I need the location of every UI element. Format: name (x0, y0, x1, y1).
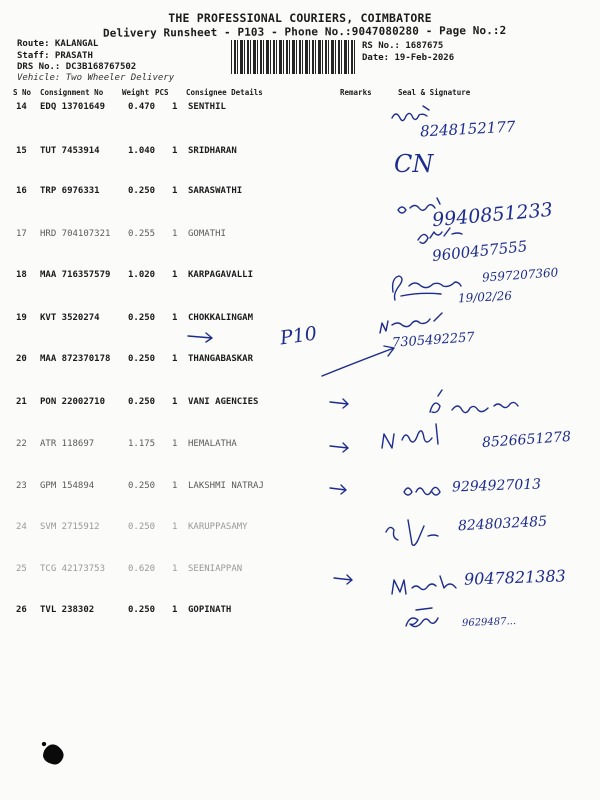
row-sno: 17 (16, 229, 27, 239)
handwritten-date-18: 19/02/26 (457, 288, 513, 306)
row-weight: 0.250 (128, 313, 156, 323)
arrow-23 (330, 485, 346, 494)
row-consignment: MAA 716357579 (40, 270, 111, 280)
row-consignment: TCG 42173753 (40, 564, 106, 574)
row-consignment: ATR 118697 (40, 439, 95, 449)
row-consignee: SEENIAPPAN (188, 564, 243, 574)
row-weight: 0.250 (128, 481, 156, 491)
handwritten-phone-26: 9629487... (461, 616, 517, 629)
arrow-20 (322, 346, 394, 376)
handwritten-note-19: P10 (278, 322, 319, 350)
row-weight: 1.175 (128, 439, 156, 449)
handwritten-phone-18: 9597207360 (481, 265, 559, 285)
row-weight: 0.250 (128, 186, 156, 196)
handwritten-phone-17: 9600457555 (431, 237, 529, 265)
row-consignee: THANGABASKAR (188, 354, 254, 364)
row-pcs: 1 (172, 564, 178, 574)
col-seal-signature: Seal & Signature (398, 88, 471, 97)
row-sno: 16 (16, 186, 27, 196)
signature-18 (393, 276, 461, 300)
row-pcs: 1 (172, 481, 178, 491)
row-consignee: CHOKKALINGAM (188, 313, 254, 323)
row-weight: 1.020 (128, 270, 156, 280)
handwritten-phone-16: 9940851233 (431, 198, 554, 232)
row-consignee: GOPINATH (188, 605, 232, 615)
row-consignment: KVT 3520274 (40, 313, 100, 323)
row-sno: 14 (16, 102, 27, 112)
row-weight: 0.250 (128, 397, 156, 407)
vehicle-label: Vehicle: Two Wheeler Delivery (17, 73, 175, 83)
document-subtitle: Delivery Runsheet - P103 - Phone No.:9047080280 - Page No.:2 (102, 23, 507, 40)
row-consignee: SARASWATHI (188, 186, 243, 196)
handwritten-phone-24: 8248032485 (457, 513, 548, 535)
row-sno: 20 (16, 354, 27, 364)
signature-24 (386, 520, 438, 545)
row-sno: 26 (16, 605, 27, 615)
handwritten-phone-20: 7305492257 (391, 330, 476, 351)
row-pcs: 1 (172, 522, 178, 532)
row-consignment: GPM 154894 (40, 481, 95, 491)
row-consignment: HRD 704107321 (40, 229, 111, 239)
staff-label: Staff: PRASATH (17, 51, 93, 61)
row-consignee: KARUPPASAMY (188, 522, 248, 532)
arrow-21 (330, 399, 348, 408)
route-label: Route: KALANGAL (17, 39, 99, 49)
handwritten-initials-15: CN (394, 150, 434, 178)
row-consignment: TRP 6976331 (40, 186, 100, 196)
row-pcs: 1 (172, 270, 178, 280)
row-pcs: 1 (172, 313, 178, 323)
signature-21 (430, 390, 518, 413)
col-remarks: Remarks (340, 88, 372, 97)
row-consignment: PON 22002710 (40, 397, 106, 407)
signature-22 (382, 424, 438, 448)
row-weight: 0.250 (128, 354, 156, 364)
row-consignee: KARPAGAVALLI (188, 270, 254, 280)
date-label: Date: 19-Feb-2026 (362, 53, 455, 63)
row-consignment: MAA 872370178 (40, 354, 111, 364)
row-consignee: LAKSHMI NATRAJ (188, 481, 264, 491)
row-consignee: SRIDHARAN (188, 146, 237, 156)
row-pcs: 1 (172, 439, 178, 449)
signature-16 (398, 198, 440, 213)
handwritten-phone-23: 9294927013 (451, 476, 542, 496)
ink-blot (40, 742, 70, 768)
row-consignee: HEMALATHA (188, 439, 237, 449)
row-sno: 18 (16, 270, 27, 280)
signature-17 (418, 228, 462, 243)
signature-26 (406, 608, 438, 627)
signature-25 (392, 576, 456, 594)
handwritten-phone-25: 9047821383 (463, 566, 567, 589)
row-pcs: 1 (172, 229, 178, 239)
signature-19 (380, 313, 442, 333)
row-sno: 21 (16, 397, 27, 407)
arrow-19 (188, 333, 212, 342)
drs-label: DRS No.: DC3B168767502 (17, 62, 137, 72)
row-consignment: TUT 7453914 (40, 146, 100, 156)
row-sno: 15 (16, 146, 27, 156)
row-consignment: EDQ 13701649 (40, 102, 106, 112)
row-weight: 0.250 (128, 522, 156, 532)
row-weight: 0.470 (128, 102, 156, 112)
handwritten-phone-22: 8526651278 (481, 428, 572, 452)
signature-23 (404, 487, 440, 495)
row-pcs: 1 (172, 397, 178, 407)
row-weight: 0.620 (128, 564, 156, 574)
row-consignee: VANI AGENCIES (188, 397, 259, 407)
row-consignment: SVM 2715912 (40, 522, 100, 532)
row-weight: 1.040 (128, 146, 156, 156)
row-consignee: SENTHIL (188, 102, 226, 112)
row-pcs: 1 (172, 102, 178, 112)
arrow-22 (330, 443, 348, 452)
row-sno: 22 (16, 439, 27, 449)
row-sno: 23 (16, 481, 27, 491)
row-sno: 19 (16, 313, 27, 323)
col-sno: S No (13, 88, 32, 97)
handwritten-phone-14: 8248152177 (419, 117, 516, 141)
row-consignment: TVL 238302 (40, 605, 95, 615)
col-consignee: Consignee Details (186, 88, 263, 97)
signature-14 (392, 106, 429, 121)
row-pcs: 1 (172, 354, 178, 364)
row-sno: 24 (16, 522, 27, 532)
col-pcs: PCS (155, 88, 169, 97)
arrow-25 (334, 575, 352, 584)
row-sno: 25 (16, 564, 27, 574)
row-weight: 0.255 (128, 229, 156, 239)
row-pcs: 1 (172, 146, 178, 156)
rs-label: RS No.: 1687675 (362, 41, 444, 51)
col-weight: Weight (122, 88, 150, 97)
row-pcs: 1 (172, 605, 178, 615)
col-consignment: Consignment No (40, 88, 104, 97)
document-title: THE PROFESSIONAL COURIERS, COIMBATORE (168, 11, 432, 25)
row-pcs: 1 (172, 186, 178, 196)
row-weight: 0.250 (128, 605, 156, 615)
row-consignee: GOMATHI (188, 229, 226, 239)
